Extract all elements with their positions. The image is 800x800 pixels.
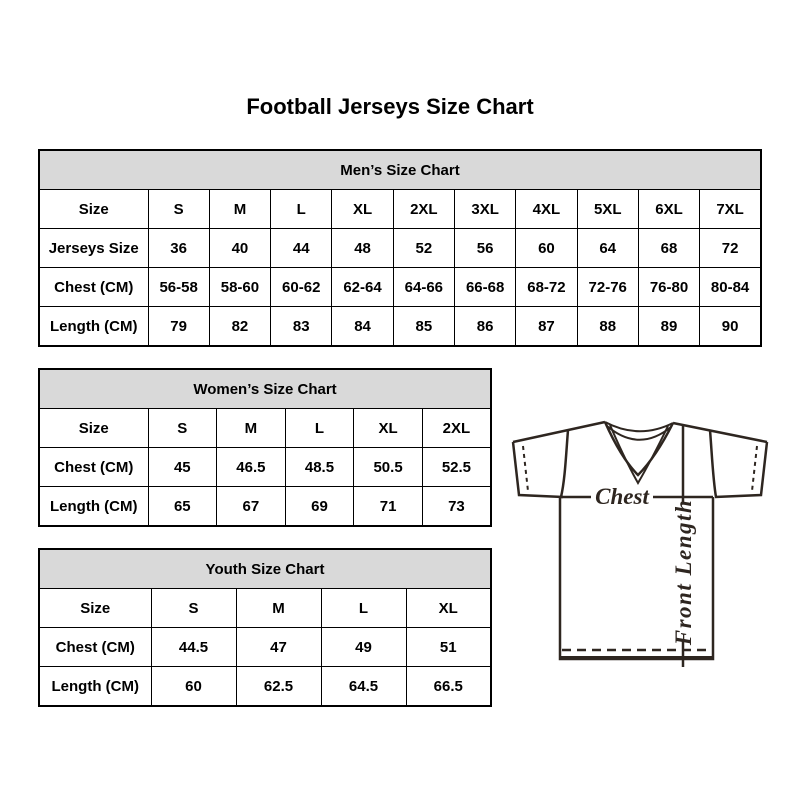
table-cell: 66-68 <box>454 268 515 307</box>
womens-size-chart-table <box>38 368 492 527</box>
table-cell: 51 <box>406 628 491 667</box>
table-cell: 87 <box>516 307 577 347</box>
table-cell: 66.5 <box>406 667 491 707</box>
left-armhole-seam <box>561 430 568 497</box>
table-cell: Length (CM) <box>39 667 151 707</box>
table-cell: 68 <box>638 229 699 268</box>
table-row <box>39 589 491 628</box>
table-cell: XL <box>332 190 393 229</box>
table-cell: S <box>148 409 217 448</box>
jersey-measurement-diagram <box>505 400 775 685</box>
table-cell: M <box>209 190 270 229</box>
table-cell: 85 <box>393 307 454 347</box>
mens-size-chart-table <box>38 149 762 347</box>
table-cell: 72-76 <box>577 268 638 307</box>
table-cell: Size <box>39 589 151 628</box>
table-row <box>39 229 761 268</box>
mens-table-title: Men’s Size Chart <box>39 150 761 190</box>
table-cell: Size <box>39 190 148 229</box>
collar-back-curve-1 <box>605 422 673 431</box>
table-cell: 71 <box>354 487 423 527</box>
table-cell: 6XL <box>638 190 699 229</box>
table-cell: 89 <box>638 307 699 347</box>
table-header-row <box>39 150 761 190</box>
table-cell: 65 <box>148 487 217 527</box>
table-cell: 52.5 <box>422 448 491 487</box>
table-cell: 88 <box>577 307 638 347</box>
table-cell: XL <box>406 589 491 628</box>
table-row <box>39 307 761 347</box>
table-cell: 62.5 <box>236 667 321 707</box>
table-cell: 52 <box>393 229 454 268</box>
table-cell: 47 <box>236 628 321 667</box>
table-cell: 2XL <box>422 409 491 448</box>
table-cell: 64.5 <box>321 667 406 707</box>
right-cuff-dashed-line <box>752 446 757 491</box>
table-row <box>39 667 491 707</box>
table-cell: 5XL <box>577 190 638 229</box>
table-cell: 48.5 <box>285 448 354 487</box>
table-cell: 58-60 <box>209 268 270 307</box>
table-cell: S <box>148 190 209 229</box>
right-shoulder-line <box>673 423 767 442</box>
table-cell: 73 <box>422 487 491 527</box>
front-length-label: Front Length <box>671 498 696 646</box>
table-row <box>39 628 491 667</box>
left-shoulder-line <box>513 422 605 442</box>
table-row <box>39 487 491 527</box>
table-cell: 83 <box>271 307 332 347</box>
table-cell: 48 <box>332 229 393 268</box>
right-armhole-seam <box>710 430 716 497</box>
table-cell: 79 <box>148 307 209 347</box>
collar-outer-v <box>605 422 673 475</box>
table-cell: 56-58 <box>148 268 209 307</box>
page-title: Football Jerseys Size Chart <box>246 94 534 119</box>
table-cell: 3XL <box>454 190 515 229</box>
table-header-row <box>39 369 491 409</box>
table-cell: XL <box>354 409 423 448</box>
table-cell: L <box>285 409 354 448</box>
table-cell: 40 <box>209 229 270 268</box>
table-cell: 84 <box>332 307 393 347</box>
chest-label: Chest <box>595 484 649 509</box>
table-cell: Chest (CM) <box>39 448 148 487</box>
table-cell: 82 <box>209 307 270 347</box>
table-cell: 60 <box>151 667 236 707</box>
table-cell: 4XL <box>516 190 577 229</box>
table-cell: 62-64 <box>332 268 393 307</box>
womens-table-title: Women’s Size Chart <box>39 369 491 409</box>
table-cell: 67 <box>217 487 286 527</box>
table-cell: 69 <box>285 487 354 527</box>
table-cell: 44 <box>271 229 332 268</box>
table-cell: M <box>236 589 321 628</box>
table-cell: L <box>321 589 406 628</box>
table-cell: M <box>217 409 286 448</box>
table-cell: 44.5 <box>151 628 236 667</box>
left-cuff-dashed-line <box>523 446 528 491</box>
table-cell: L <box>271 190 332 229</box>
table-cell: Length (CM) <box>39 487 148 527</box>
table-cell: Length (CM) <box>39 307 148 347</box>
table-cell: 72 <box>700 229 761 268</box>
table-cell: 64 <box>577 229 638 268</box>
table-row <box>39 190 761 229</box>
table-cell: 60-62 <box>271 268 332 307</box>
table-cell: 80-84 <box>700 268 761 307</box>
table-cell: 86 <box>454 307 515 347</box>
table-cell: 7XL <box>700 190 761 229</box>
youth-table-title: Youth Size Chart <box>39 549 491 589</box>
table-cell: 60 <box>516 229 577 268</box>
table-row <box>39 409 491 448</box>
table-header-row <box>39 549 491 589</box>
table-cell: Jerseys Size <box>39 229 148 268</box>
table-cell: 76-80 <box>638 268 699 307</box>
table-cell: 45 <box>148 448 217 487</box>
left-sleeve-outline <box>513 442 563 497</box>
table-row <box>39 448 491 487</box>
table-cell: 90 <box>700 307 761 347</box>
table-cell: 68-72 <box>516 268 577 307</box>
table-cell: 36 <box>148 229 209 268</box>
table-cell: 49 <box>321 628 406 667</box>
table-cell: 56 <box>454 229 515 268</box>
youth-size-chart-table <box>38 548 492 707</box>
table-cell: Chest (CM) <box>39 628 151 667</box>
table-row <box>39 268 761 307</box>
table-cell: 64-66 <box>393 268 454 307</box>
table-cell: 46.5 <box>217 448 286 487</box>
table-cell: 2XL <box>393 190 454 229</box>
table-cell: Chest (CM) <box>39 268 148 307</box>
right-sleeve-outline <box>715 442 767 497</box>
table-cell: 50.5 <box>354 448 423 487</box>
table-cell: Size <box>39 409 148 448</box>
table-cell: S <box>151 589 236 628</box>
